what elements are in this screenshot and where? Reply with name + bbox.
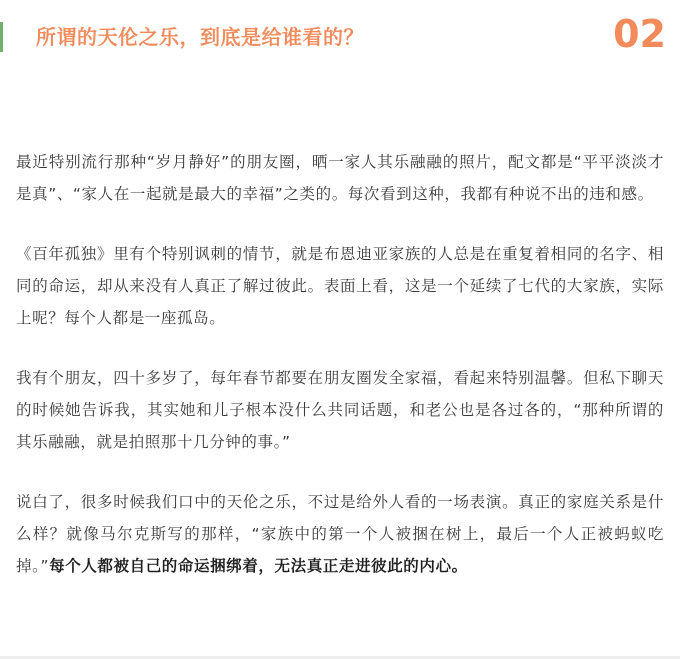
section-title: 所谓的天伦之乐，到底是给谁看的？ <box>36 25 364 49</box>
paragraph-4-emphasis: 每个人都被自己的命运捆绑着，无法真正走进彼此的内心。 <box>49 557 468 575</box>
section-header <box>0 0 680 76</box>
section-number: 02 <box>613 12 666 56</box>
paragraph-4-text: 说白了，很多时候我们口中的天伦之乐，不过是给外人看的一场表演。真正的家庭关系是什么样？就像马尔克斯写的那样，“家族中的第一个人被捆在树上，最后一个人正被蚂蚁吃掉。” <box>16 493 664 575</box>
paragraph-1: 最近特别流行那种“岁月静好”的朋友圈，晒一家人其乐融融的照片，配文都是“平平淡淡才是真”、“家人在一起就是最大的幸福”之类的。每次看到这种，我都有种说不出的违和感。 <box>16 153 664 203</box>
paragraph-2: 《百年孤独》里有个特别讽刺的情节，就是布恩迪亚家族的人总是在重复着相同的名字、相同的命运，却从来没有人真正了解过彼此。表面上看，这是一个延续了七代的大家族，实际上呢？每个人都是一座孤岛。 <box>16 245 664 327</box>
article-body <box>16 146 664 610</box>
accent-bar <box>0 22 3 52</box>
paragraph-3: 我有个朋友，四十多岁了，每年春节都要在朋友圈发全家福，看起来特别温馨。但私下聊天的时候她告诉我，其实她和儿子根本没什么共同话题，和老公也是各过各的，“那种所谓的其乐融融，就是拍照那十几分钟的事。” <box>16 369 664 451</box>
paragraph-4 <box>16 486 664 582</box>
